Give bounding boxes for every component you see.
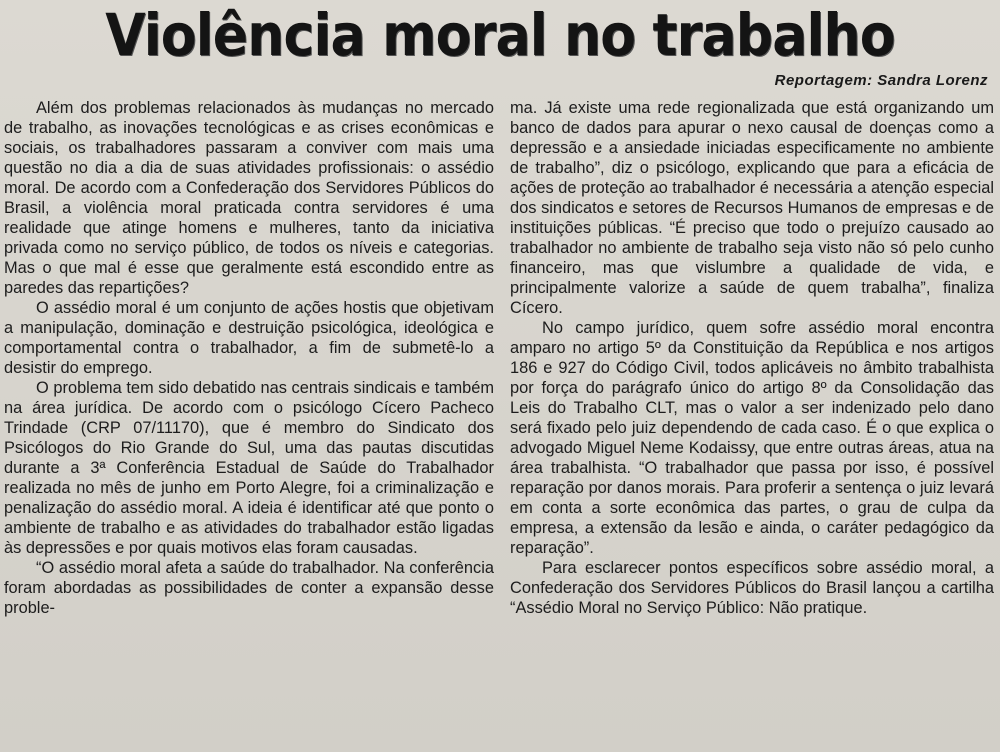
article-byline: Reportagem: Sandra Lorenz [774,72,988,89]
paragraph: “O assédio moral afeta a saúde do trabalhador. Na conferência foram abordadas as possibilidades de conter a expansão desse proble- [4,559,494,617]
article-headline: Violência moral no trabalho [105,1,895,69]
paragraph: No campo jurídico, quem sofre assédio moral encontra amparo no artigo 5º da Constituição da República e nos artigos 186 e 927 do Código Civil, todos aplicáveis no âmbito trabalhista por força do parágrafo único do artigo 8º da Consolidação das Leis do Trabalho CLT, mas o valor a ser indenizado pelo dano será fixado pelo juiz dependendo de cada caso. É o que explica o advogado Miguel Neme Kodaissy, que entre outras áreas, atua na área trabalhista. “O trabalhador que passa por isso, é possível reparação por danos morais. Para proferir a sentença o juiz levará em conta a sorte econômica das partes, o grau de culpa da empresa, a extensão da lesão e ainda, o caráter pedagógico da reparação”. [510,319,994,557]
paragraph-continuation: ma. Já existe uma rede regionalizada que está organizando um banco de dados para apurar o nexo causal de doenças como a depressão e a ansiedade iniciadas especificamente no ambiente de trabalho”, diz o psicólogo, explicando que para a eficácia de ações de proteção ao trabalhador é necessária a atenção especial dos sindicatos e setores de Recursos Humanos de empresas e de instituições públicas. “É preciso que todo o prejuízo causado ao trabalhador no ambiente de trabalho seja visto não só pelo cunho financeiro, mas que vislumbre a qualidade de vida, e principalmente valorize a saúde de quem trabalha”, finaliza Cícero. [510,99,994,317]
paragraph: O assédio moral é um conjunto de ações hostis que objetivam a manipulação, dominação e destruição psicológica, ideológica e comportamental contra o trabalhador, a fim de submetê-lo a desistir do emprego. [4,299,494,377]
paragraph: O problema tem sido debatido nas centrais sindicais e também na área jurídica. De acordo com o psicólogo Cícero Pacheco Trindade (CRP 07/11170), que é membro do Sindicato dos Psicólogos do Rio Grande do Sul, uma das pautas discutidas durante a 3ª Conferência Estadual de Saúde do Trabalhador realizada no mês de junho em Porto Alegre, foi a criminalização e penalização do assédio moral. A ideia é identificar até que ponto o ambiente de trabalho e as atividades do trabalhador estão ligadas às depressões e por quais motivos elas foram causadas. [4,379,494,557]
paragraph: Para esclarecer pontos específicos sobre assédio moral, a Confederação dos Servidores Públicos do Brasil lançou a cartilha “Assédio Moral no Serviço Público: Não pratique. [510,559,994,617]
article-column-right [510,98,994,750]
article-column-left [4,98,494,750]
paragraph: Além dos problemas relacionados às mudanças no mercado de trabalho, as inovações tecnológicas e as crises econômicas e sociais, os trabalhadores passaram a conviver com mais uma questão no dia a dia de suas atividades profissionais: o assédio moral. De acordo com a Confederação dos Servidores Públicos do Brasil, a violência moral praticada contra servidores é uma realidade que atinge homens e mulheres, tanto da iniciativa privada como no serviço público, de todos os níveis e categorias. Mas o que mal é esse que geralmente está escondido entre as paredes das repartições? [4,99,494,297]
